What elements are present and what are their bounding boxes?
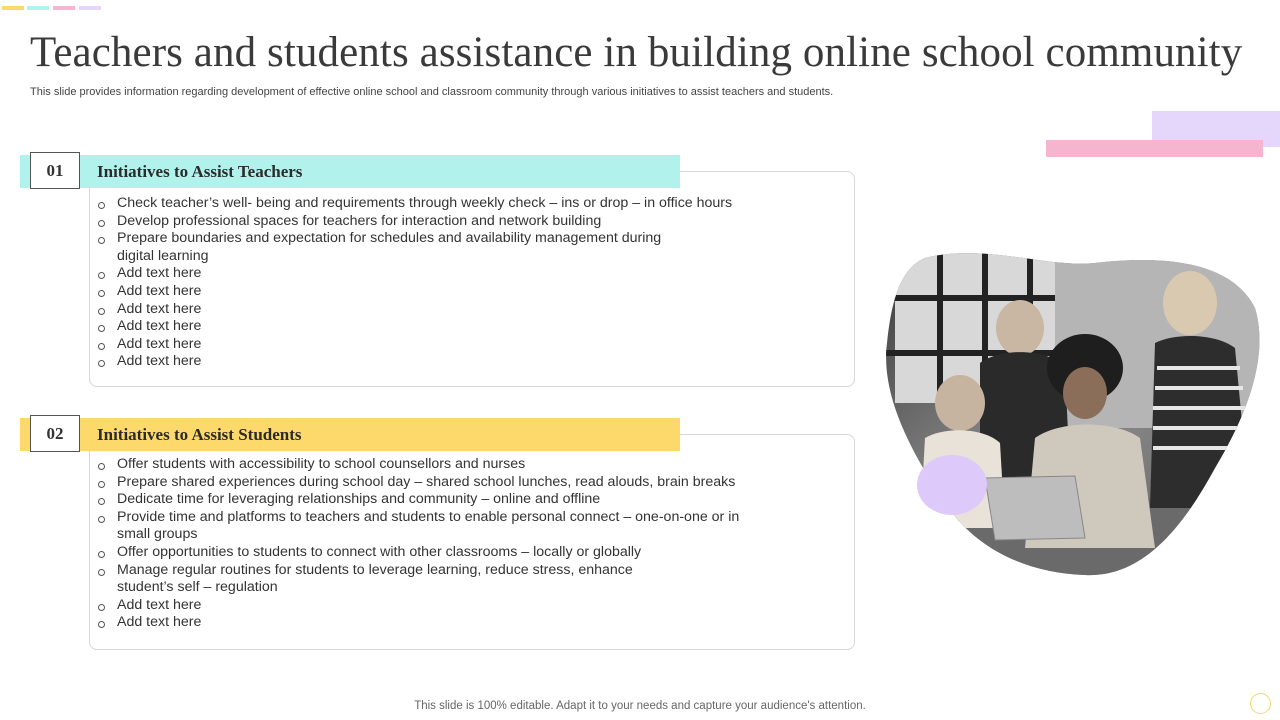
list-item: Offer opportunities to students to connect with other classrooms – locally or globally <box>97 544 777 562</box>
teachers-bullet-list <box>97 195 767 371</box>
students-section-number: 02 <box>30 415 80 452</box>
list-item: Prepare boundaries and expectation for schedules and availability management during digital learning <box>97 230 687 265</box>
teachers-section-heading: Initiatives to Assist Teachers <box>97 162 303 181</box>
teachers-section-number: 01 <box>30 152 80 189</box>
list-item: Dedicate time for leveraging relationships and community – online and offline <box>97 491 777 509</box>
list-item: Add text here <box>97 301 767 319</box>
list-item: Check teacher’s well- being and requirements through weekly check – ins or drop – in office hours <box>97 195 767 213</box>
accent-bar-lilac <box>79 6 101 10</box>
accent-bar-yellow <box>2 6 24 10</box>
decorative-pink-bar <box>1046 140 1263 157</box>
team-photo-blob <box>885 248 1260 578</box>
list-item: Manage regular routines for students to leverage learning, reduce stress, enhance student’s self – regulation <box>97 562 677 597</box>
list-item: Prepare shared experiences during school day – shared school lunches, read alouds, brain breaks <box>97 474 777 492</box>
list-item: Add text here <box>97 614 777 632</box>
footer-note: This slide is 100% editable. Adapt it to your needs and capture your audience's attention. <box>414 700 866 712</box>
slide-title: Teachers and students assistance in building online school community <box>30 29 1243 76</box>
list-item: Add text here <box>97 318 767 336</box>
students-bullet-list <box>97 456 777 632</box>
list-item: Offer students with accessibility to school counsellors and nurses <box>97 456 777 474</box>
accent-bar-pink <box>53 6 75 10</box>
slide-subtitle: This slide provides information regarding development of effective online school and classroom community through various initiatives to assist teachers and students. <box>30 86 834 98</box>
corner-circle-decoration <box>1250 693 1271 714</box>
list-item: Add text here <box>97 283 767 301</box>
list-item: Add text here <box>97 597 777 615</box>
accent-bar-cyan <box>27 6 49 10</box>
list-item: Develop professional spaces for teachers for interaction and network building <box>97 213 767 231</box>
list-item: Add text here <box>97 265 767 283</box>
list-item: Add text here <box>97 353 767 371</box>
group-photo-illustration <box>885 248 1260 578</box>
list-item: Provide time and platforms to teachers and students to enable personal connect – one-on-one or in small groups <box>97 509 767 544</box>
students-section-heading: Initiatives to Assist Students <box>97 425 302 444</box>
list-item: Add text here <box>97 336 767 354</box>
